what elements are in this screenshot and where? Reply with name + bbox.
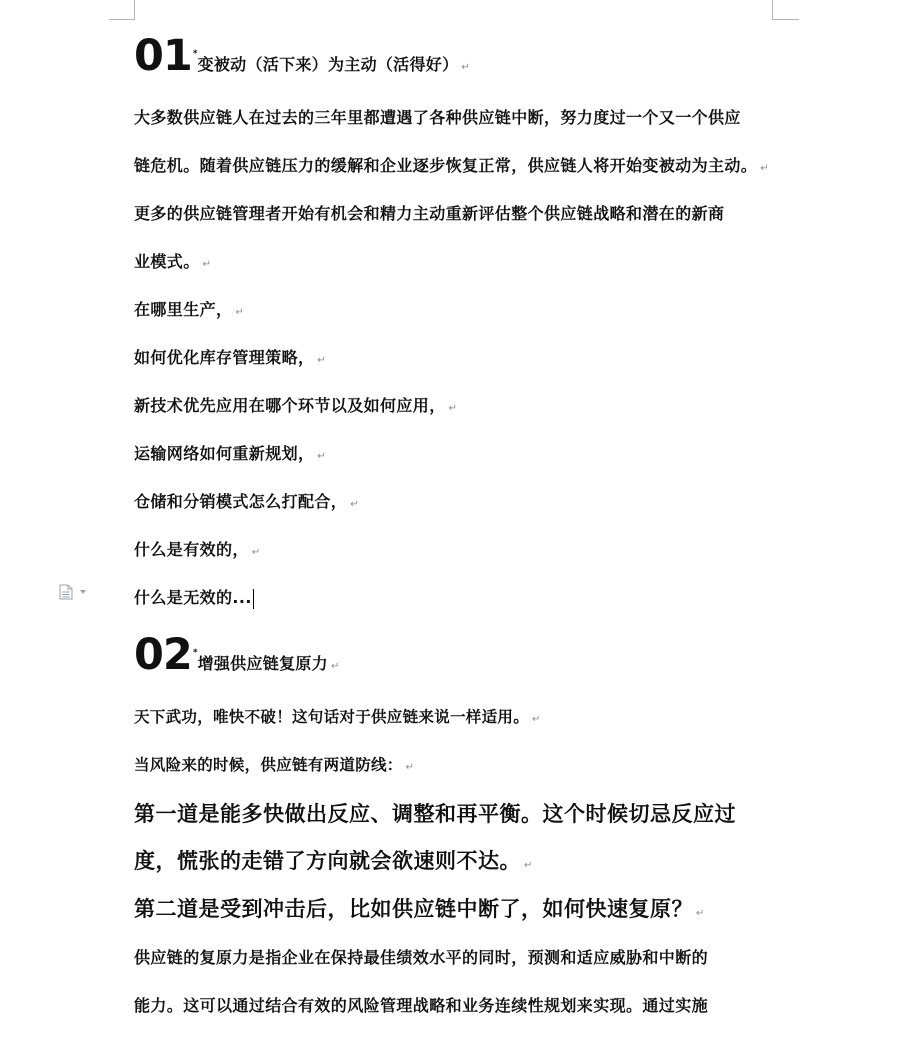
emphasis-line: 第一道是能多快做出反应、调整和再平衡。这个时候切忌反应过 [134, 802, 736, 826]
heading-1 [134, 31, 470, 81]
paragraph-line: 链危机。随着供应链压力的缓解和企业逐步恢复正常，供应链人将开始变被动为主动。 ↵ [134, 156, 769, 175]
heading-title: 变被动（活下来）为主动（活得好） [197, 55, 459, 74]
emphasis-line: 第二道是受到冲击后，比如供应链中断了，如何快速复原？ ↵ [134, 897, 705, 921]
paragraph-mark: ↵ [317, 355, 327, 366]
text-cursor [253, 589, 254, 609]
page-corner-top-right [772, 0, 799, 20]
paragraph-line: 当风险来的时候，供应链有两道防线： ↵ [134, 756, 415, 774]
list-line: 什么是无效的... [134, 588, 252, 607]
paragraph-mark: ↵ [696, 908, 705, 919]
paragraph-mark: ↵ [235, 307, 245, 318]
heading-2 [134, 630, 339, 680]
emphasis-line: 度，慌张的走错了方向就会欲速则不达。 ↵ [134, 849, 533, 873]
paragraph-mark: ↵ [350, 499, 359, 510]
paragraph-line: 更多的供应链管理者开始有机会和精力主动重新评估整个供应链战略和潜在的新商 [134, 204, 725, 223]
heading-number: 02 [134, 630, 192, 680]
paragraph-line: 业模式。 ↵ [134, 252, 212, 271]
list-line: 在哪里生产， ↵ [134, 300, 245, 319]
paragraph-line: 能力。这可以通过结合有效的风险管理战略和业务连续性规划来实现。通过实施 [134, 996, 709, 1015]
paragraph-mark: ↵ [532, 714, 541, 725]
list-line: 如何优化库存管理策略， ↵ [134, 348, 327, 367]
list-line: 什么是有效的， ↵ [134, 540, 261, 559]
heading-number: 01 [134, 31, 192, 81]
paragraph-mark: ↵ [524, 860, 533, 871]
paragraph-mark: ↵ [317, 451, 327, 462]
paragraph-mark: ↵ [202, 259, 212, 270]
heading-title: 增强供应链复原力 [197, 654, 328, 673]
dropdown-arrow-icon[interactable] [80, 590, 86, 594]
paragraph-line: 供应链的复原力是指企业在保持最佳绩效水平的同时，预测和适应威胁和中断的 [134, 948, 709, 967]
paragraph-mark: ↵ [448, 403, 458, 414]
heading-marker: * [192, 49, 198, 59]
paragraph-mark: ↵ [405, 762, 415, 773]
paragraph-mark: ↵ [330, 661, 340, 672]
page-corner-top-left [109, 0, 135, 20]
paragraph-mark: ↵ [760, 163, 769, 174]
heading-marker: * [192, 648, 198, 658]
list-line: 新技术优先应用在哪个环节以及如何应用， ↵ [134, 396, 458, 415]
list-line: 运输网络如何重新规划， ↵ [134, 444, 327, 463]
document-icon[interactable] [59, 584, 73, 600]
paragraph-line: 大多数供应链人在过去的三年里都遭遇了各种供应链中断，努力度过一个又一个供应 [134, 108, 741, 127]
paragraph-mark: ↵ [461, 62, 470, 73]
paragraph-line: 天下武功，唯快不破！这句话对于供应链来说一样适用。 ↵ [134, 708, 541, 726]
paragraph-mark: ↵ [251, 547, 261, 558]
list-line: 仓储和分销模式怎么打配合， ↵ [134, 492, 359, 511]
